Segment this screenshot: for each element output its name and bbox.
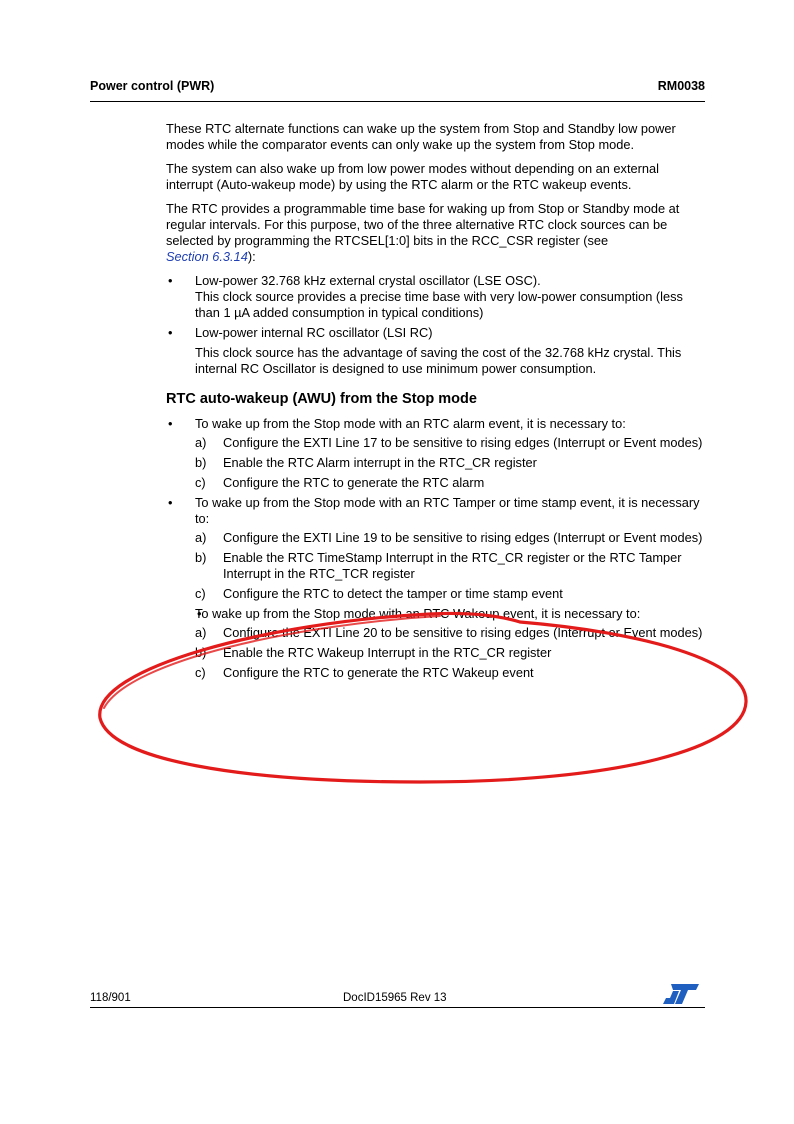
clock-source-description: This clock source has the advantage of saving the cost of the 32.768 kHz crystal. This internal RC Oscillator is designed to use minimum power consumption. (195, 345, 682, 376)
paragraph-auto-wakeup: The system can also wake up from low power modes without depending on an external interrupt (Auto-wakeup mode) by using the RTC alarm or the RTC wakeup events. (166, 161, 659, 192)
document-id: DocID15965 Rev 13 (343, 992, 447, 1004)
procedure-intro: • To wake up from the Stop mode with an RTC Wakeup event, it is necessary to: (195, 606, 641, 621)
section-heading: RTC auto-wakeup (AWU) from the Stop mode (166, 391, 477, 407)
step-item (195, 665, 708, 681)
step-marker: b) (195, 645, 207, 660)
awu-procedure-list (166, 416, 708, 681)
step-marker: b) (195, 550, 207, 565)
clock-source-title: • Low-power 32.768 kHz external crystal oscillator (LSE OSC). (195, 273, 541, 288)
clock-source-list (166, 273, 708, 377)
list-item (166, 273, 708, 321)
page-body (166, 121, 708, 685)
step-text: Configure the EXTI Line 20 to be sensitive to rising edges (Interrupt or Event modes) (223, 625, 703, 640)
paragraph-time-base-end: ): (247, 249, 256, 264)
step-text: Enable the RTC TimeStamp Interrupt in the RTC_CR register or the RTC Tamper Interrupt in the RTC_TCR register (223, 550, 682, 581)
procedure-steps (195, 530, 708, 602)
step-text: Configure the RTC to generate the RTC alarm (223, 475, 485, 490)
step-marker: c) (195, 665, 206, 680)
step-text: Configure the EXTI Line 19 to be sensitive to rising edges (Interrupt or Event modes) (223, 530, 703, 545)
section-title: Power control (PWR) (90, 79, 215, 93)
step-marker: a) (195, 625, 207, 640)
step-item (195, 645, 708, 661)
step-text: Configure the EXTI Line 17 to be sensitive to rising edges (Interrupt or Event modes) (223, 435, 703, 450)
procedure-steps (195, 435, 708, 491)
list-item (166, 325, 708, 377)
procedure-intro: • To wake up from the Stop mode with an RTC alarm event, it is necessary to: (195, 416, 626, 431)
step-item (195, 455, 708, 471)
step-text: Configure the RTC to detect the tamper or time stamp event (223, 586, 563, 601)
step-item (195, 550, 708, 582)
list-item (166, 416, 708, 491)
list-item (166, 495, 708, 602)
step-marker: b) (195, 455, 207, 470)
step-text: Enable the RTC Alarm interrupt in the RTC_CR register (223, 455, 537, 470)
step-item (195, 625, 708, 641)
paragraph-time-base-text: The RTC provides a programmable time base for waking up from Stop or Standby mode at regular intervals. For this purpose, two of the three alternative RTC clock sources can be selected by programming the RTCSEL[1:0] bits in the RCC_CSR register (see (166, 201, 680, 248)
page-footer (90, 988, 705, 1008)
step-item (195, 475, 708, 491)
page-number: 118/901 (90, 992, 131, 1004)
paragraph-time-base (166, 201, 708, 265)
step-marker: c) (195, 475, 206, 490)
step-text: Configure the RTC to generate the RTC Wakeup event (223, 665, 534, 680)
step-marker: a) (195, 435, 207, 450)
list-item (195, 606, 708, 681)
step-marker: c) (195, 586, 206, 601)
document-reference: RM0038 (657, 79, 705, 93)
page-header (90, 79, 705, 102)
paragraph-wakeup-functions: These RTC alternate functions can wake up the system from Stop and Standby low power modes while the comparator events can only wake up the system from Stop mode. (166, 121, 676, 152)
step-item (195, 530, 708, 546)
section-link[interactable]: Section 6.3.14 (166, 249, 248, 264)
step-item (195, 586, 708, 602)
step-marker: a) (195, 530, 207, 545)
procedure-steps (195, 625, 708, 681)
step-text: Enable the RTC Wakeup Interrupt in the RTC_CR register (223, 645, 552, 660)
clock-source-description: This clock source provides a precise time base with very low-power consumption (less than 1 µA added consumption in typical conditions) (195, 289, 683, 320)
st-logo-icon (661, 982, 701, 1009)
step-item (195, 435, 708, 451)
clock-source-title: • Low-power internal RC oscillator (LSI RC) (195, 325, 433, 340)
procedure-intro: • To wake up from the Stop mode with an RTC Tamper or time stamp event, it is necessary to: (195, 495, 700, 526)
